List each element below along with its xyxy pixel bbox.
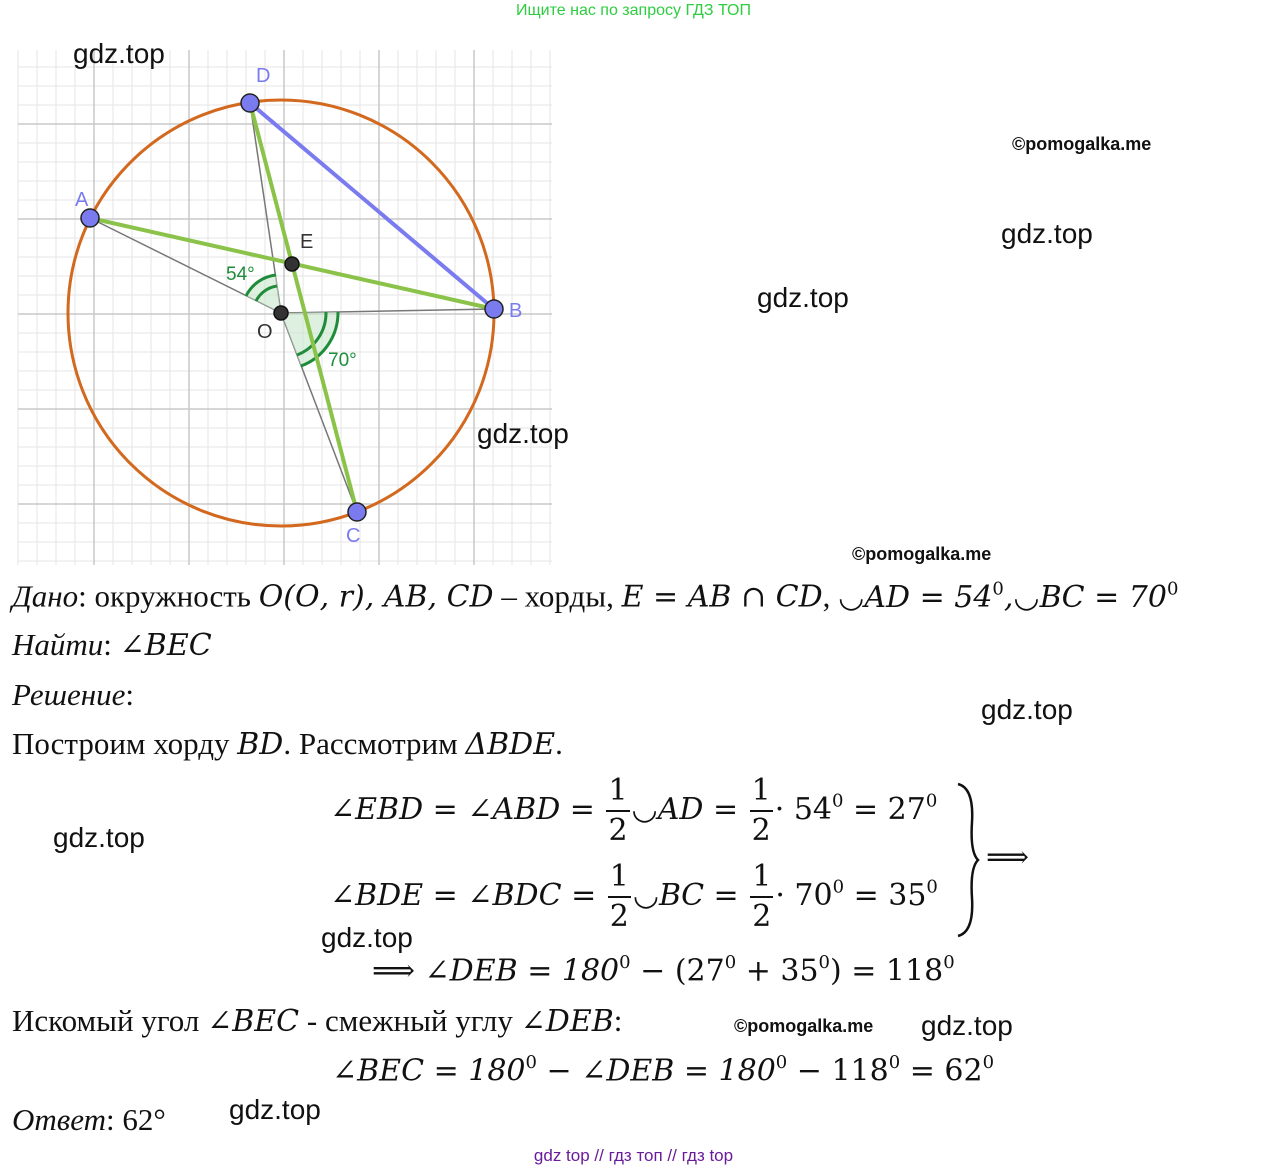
equation-bde: ∠𝐵𝐷𝐸 = ∠𝐵𝐷𝐶 = $\frac{1}{2}$ ◡𝐵𝐶 = $\frac{1}{2}$ · $70^0 = 35^0$ (330, 859, 938, 934)
watermark-gdz: gdz.top (53, 822, 145, 853)
system-brace (952, 782, 982, 938)
given-label: Дано (12, 578, 79, 614)
watermark-gdz: gdz.top (321, 922, 413, 953)
watermark-gdz: gdz.top (229, 1094, 321, 1125)
step2-text: Искомый угол (12, 1003, 208, 1038)
footer-links[interactable]: gdz top // гдз топ // гдз top (533, 1146, 734, 1165)
answer-label: Ответ (12, 1102, 106, 1137)
step2-text: : (613, 1003, 623, 1038)
given-text: – хорды, (493, 578, 622, 614)
geometry-figure (0, 0, 560, 570)
label-d: D (256, 65, 271, 87)
watermark-gdz: gdz.top (981, 694, 1073, 725)
watermark-pomogalka: ©pomogalka.me (852, 544, 992, 564)
watermark-gdz: gdz.top (1001, 218, 1093, 249)
step1-line (12, 726, 563, 762)
equation-deb: ⟹ ∠𝐷𝐸𝐵 = $180^0 - (27^0 + 35^0) = 118^0$ (372, 952, 955, 989)
chord-bd (250, 103, 494, 309)
step1-text: . Рассмотрим (283, 726, 466, 761)
point-d[interactable] (241, 94, 259, 112)
point-o[interactable] (274, 306, 288, 320)
given-math: 𝑂(𝑂, 𝑟), 𝐴𝐵, 𝐶𝐷 (258, 579, 494, 615)
given-line (12, 578, 1178, 615)
step1-math: Δ𝐵𝐷𝐸 (465, 727, 556, 762)
find-math: ∠𝐵𝐸𝐶 (119, 628, 212, 663)
step1-text: Построим хорду (12, 726, 238, 761)
find-line (12, 627, 212, 663)
given-math: ◡𝐴𝐷 = $54^0,◡𝐵𝐶 = 70^0$ (838, 578, 1179, 615)
step2-math: ∠𝐷𝐸𝐵 (520, 1004, 614, 1039)
solution-label: Решение (12, 677, 126, 712)
answer-line (12, 1102, 166, 1138)
label-c: C (346, 525, 361, 547)
find-label: Найти (12, 627, 104, 662)
step2-text: - смежный углу (299, 1003, 521, 1038)
label-e: E (300, 231, 314, 253)
point-c[interactable] (348, 503, 366, 521)
answer-value: : 62° (105, 1102, 166, 1137)
given-text: : окружность (78, 578, 259, 614)
implies-arrow: ⟹ (986, 840, 1030, 875)
step1-text: . (555, 726, 563, 761)
given-text: , (822, 578, 839, 614)
label-angle-54: 54° (226, 264, 255, 285)
step2-line (12, 1003, 622, 1039)
label-o: O (257, 321, 273, 343)
top-banner[interactable]: Ищите нас по запросу ГДЗ ТОП (516, 2, 751, 19)
label-b: B (509, 300, 523, 322)
watermark-gdz: gdz.top (477, 418, 569, 449)
watermark-pomogalka: ©pomogalka.me (1012, 134, 1152, 154)
point-a[interactable] (81, 209, 99, 227)
label-angle-70: 70° (328, 350, 357, 371)
watermark-gdz: gdz.top (921, 1010, 1013, 1041)
given-math: 𝐸 = 𝐴𝐵 ∩ 𝐶𝐷 (621, 579, 823, 615)
solution-line (12, 677, 134, 713)
point-e[interactable] (285, 257, 299, 271)
watermark-gdz: gdz.top (757, 282, 849, 313)
step1-math: 𝐵𝐷 (237, 727, 284, 762)
solution-colon: : (125, 677, 134, 712)
watermark-pomogalka: ©pomogalka.me (734, 1016, 874, 1036)
find-text: : (103, 627, 120, 662)
equation-bec: ∠𝐵𝐸𝐶 = $180^0$ − ∠𝐷𝐸𝐵 = $180^0 - 118^0 = 62^0$ (332, 1052, 995, 1089)
label-a: A (75, 189, 89, 211)
watermark-gdz: gdz.top (73, 38, 165, 69)
point-b[interactable] (485, 300, 503, 318)
equation-ebd: ∠𝐸𝐵𝐷 = ∠𝐴𝐵𝐷 = $\frac{1}{2}$ ◡𝐴𝐷 = $\frac{1}{2}$ · $54^0 = 27^0$ (330, 773, 938, 848)
radius-ob (281, 309, 494, 313)
step2-math: ∠𝐵𝐸𝐶 (207, 1004, 300, 1039)
